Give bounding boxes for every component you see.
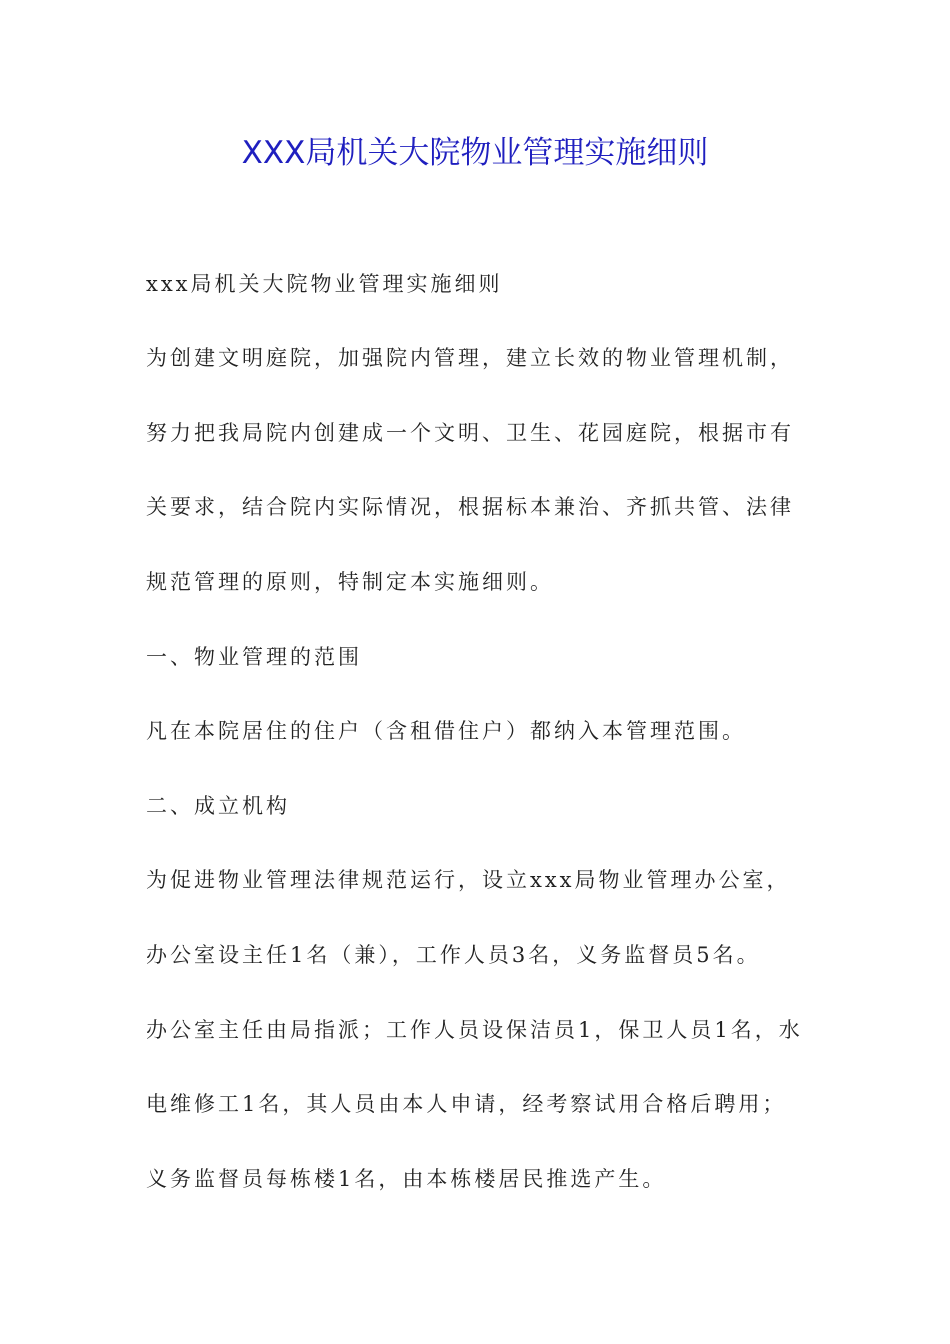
paragraph-line: 规范管理的原则，特制定本实施细则。 [146, 570, 554, 594]
section-heading-2: 二、成立机构 [146, 794, 290, 818]
paragraph-line: 办公室设主任1名（兼），工作人员3名，义务监督员5名。 [146, 943, 761, 967]
paragraph-line: 义务监督员每栋楼1名，由本栋楼居民推选产生。 [146, 1167, 667, 1191]
paragraph-line: 为促进物业管理法律规范运行，设立xxx局物业管理办公室， [146, 868, 791, 892]
paragraph-line: 办公室主任由局指派；工作人员设保洁员1，保卫人员1名，水 [146, 1018, 803, 1042]
section-heading-1: 一、物业管理的范围 [146, 645, 362, 669]
paragraph-line: 关要求，结合院内实际情况，根据标本兼治、齐抓共管、法律 [146, 495, 794, 519]
doc-subtitle-line: xxx局机关大院物业管理实施细则 [146, 272, 503, 296]
paragraph-line: 为创建文明庭院，加强院内管理，建立长效的物业管理机制， [146, 346, 794, 370]
paragraph-line: 努力把我局院内创建成一个文明、卫生、花园庭院，根据市有 [146, 421, 794, 445]
paragraph-line: 凡在本院居住的住户（含租借住户）都纳入本管理范围。 [146, 719, 746, 743]
document-title: XXX局机关大院物业管理实施细则 [241, 135, 709, 171]
paragraph-line: 电维修工1名，其人员由本人申请，经考察试用合格后聘用； [146, 1092, 787, 1116]
